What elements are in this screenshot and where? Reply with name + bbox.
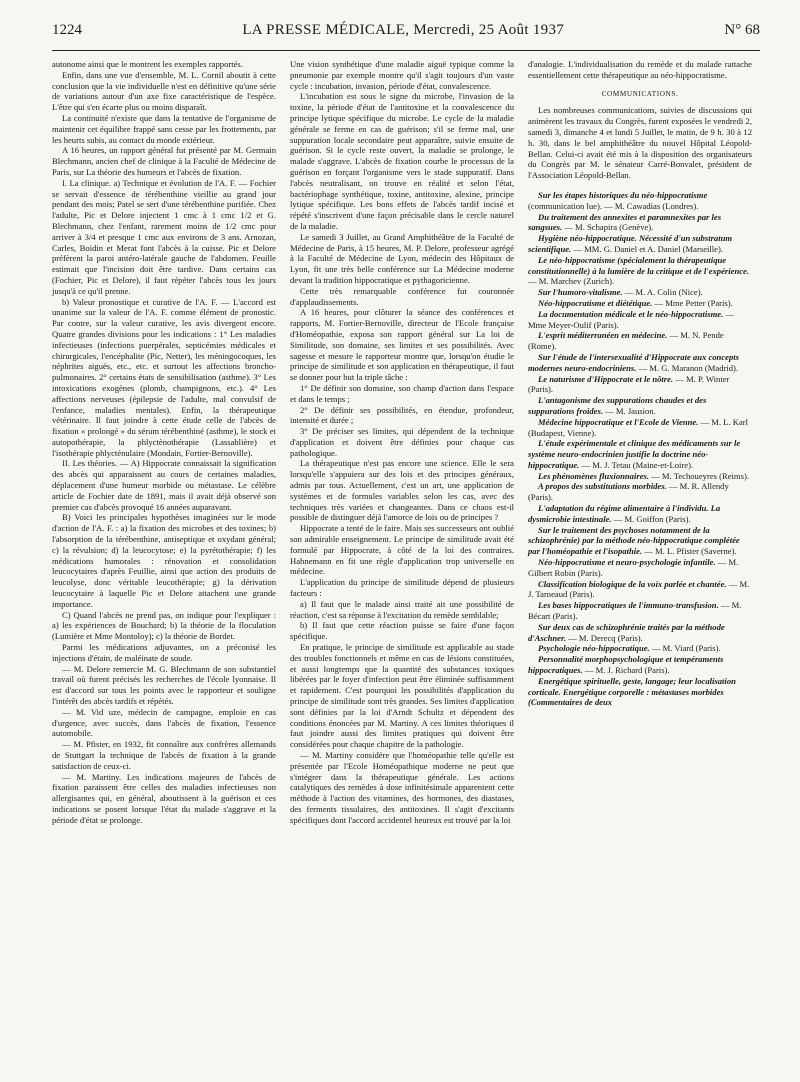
communication-title: Néo-hippocratisme et diététique.	[538, 297, 653, 308]
communication-item	[528, 233, 752, 255]
communication-item	[528, 330, 752, 352]
communication-author: — M. J. Richard (Paris).	[582, 665, 670, 676]
communication-item	[528, 503, 752, 525]
paragraph: a) Il faut que le malade ainsi traité ait une possibilité de réaction, c'est sa réponse à l'excitation du remède semblable;	[290, 598, 514, 620]
communication-item	[528, 374, 752, 396]
communication-title: Psychologie néo-hippocratique.	[538, 643, 650, 654]
communication-title: Sur l'humoro-vitalisme.	[538, 287, 623, 298]
section-text: Les nombreuses communications, suivies de discussions qui animèrent les travaux du Congrès, furent exposées le vendredi 2, samedi 3, dimanche 4 et lundi 5 Juillet, le matin, de 9 h. 30 à 12 h. 30, dans le bel amphithéâtre du nouvel Hôpital Léopold-Bellan. Celui-ci avait été mis à la disposition des organisateurs du Congrès par M. le sénateur Carré-Bonvalet, président de l'Association Léopold-Bellan.	[528, 105, 752, 181]
paragraph: Enfin, dans une vue d'ensemble, M. L. Cornil aboutit à cette conclusion que la vie individuelle n'est en définitive qu'une série de variations autour d'un axe fixe caractéristique de l'espèce. L'être qui s'en écarte plus ou moins disparaît.	[52, 69, 276, 113]
paragraph: L'incubation est sous le signe du microbe, l'invasion de la toxine, la période d'état de l'antitoxine et la convalescence du principe lytique spécifique du microbe. Le cycle de la maladie générale se ferme en cas de guérison; s'il se ferme mal, une suppuration locale secondaire peut apparaître, suivie ensuite de guérison. Si le cycle reste ouvert, la maladie se prolonge, le malade s'aggrave. L'abcès de fixation courbe le processus de la guérison en forçant l'organisme vers le stade suppuratif. Dans l'abcès neutralisant, on trouve en réalité et selon l'état, bactériophage synthétique, toxine, antitoxine, alexine, principe lytique spécifique. Les bons effets de l'abcès tardif incisé et répété s'inscrivent d'une façon précisable dans le cercle naturel de la maladie.	[290, 91, 514, 231]
communication-author: — M. Jausion.	[602, 405, 656, 416]
communication-author: — M. G. Maranon (Madrid).	[636, 362, 739, 373]
communication-title: Personnalité morphopsychologique et tempéraments hippocratiques.	[528, 654, 724, 676]
communication-item	[528, 212, 752, 234]
paragraph: A 16 heures, pour clôturer la séance des conférences et rapports, M. Fortier-Bernoville, directeur de l'Ecole française d'Homéopathie, exposa son rapport général sur La loi de Similitude, son domaine, ses limites et ses possibilités. Avec sagesse et mesure le rapporteur montre que, lorsqu'on étudie le principe de similitude et son application en thérapeutique, il faut se donner pour but la triple tâche :	[290, 307, 514, 383]
communication-item	[528, 600, 752, 622]
communication-title: Energétique spirituelle, geste, langage; leur localisation corticale. Energétique corporelle : métastases morbides (Commentaires de deux	[528, 675, 736, 708]
communication-author: — M. Techoueyres (Reims).	[649, 470, 749, 481]
communication-author: — M. Bécart (Paris).	[528, 600, 742, 622]
paragraph: — M. Martiny. Les indications majeures de l'abcès de fixation paraissent être celles des maladies infectieuses non allergisantes qui, en général, aboutissent à la guérison et ces indications se posent lorsque l'état du malade s'aggrave et la période d'état se prolonge.	[52, 771, 276, 825]
paragraph: — M. Pfister, en 1932, fit connaître aux confrères allemands de Stuttgart la technique de l'abcès de fixation à la grande satisfaction de ceux-ci.	[52, 739, 276, 771]
paragraph: — M. Martiny considère que l'homéopathie telle qu'elle est présentée par l'Ecole Homéopathique moderne ne peut que s'intégrer dans la thérapeutique générale. Les actions catalytiques des remèdes à dose infinitésimale apparentent cette méthode à l'action des vitamines, des hormones, des diastases, des ferments tissulaires, des antitoxines. Il s'agit d'excitants spécifiques dont l'accord accidentel heureux est trouvé par la loi	[290, 750, 514, 825]
communication-item	[528, 309, 752, 331]
paragraph: I. La clinique. a) Technique et évolution de l'A. F. — Fochier se servait d'essence de térébenthine vieillie au grand jour pendant des mois; Patel se sert d'une térébenthine purifiée. Chez l'adulte, Pic et Delore injectent 1 cmc à 1 cmc 1/2 et G. Blechmann, chez l'enfant, rarement moins de 1/2 cmc pour arriver à 3/4 et presque 1 cmc aux environs de 3 ans. Arnozan, Carles, Boidin et Merat font l'abcès à la cuisse. Pic et Delore préfèrent la paroi antéro-latérale gauche de l'abdomen. Feuille estimait que l'incision doit être tardive. Dans certains cas (Fochier, Pic et Delore), il faut répéter l'abcès tous les jours jusqu'à ce qu'il prenne.	[52, 177, 276, 296]
communication-author: — M. Goiffon (Paris).	[611, 513, 691, 524]
communication-author: — M. P. Winter (Paris).	[528, 373, 730, 395]
communication-title: Classification biologique de la voix parlée et chantée.	[538, 578, 727, 589]
communication-item	[528, 298, 752, 309]
paragraph: En pratique, le principe de similitude est applicable au stade des troubles fonctionnels et même en cas de lésions constituées, et aussi longtemps que la quantité des substances toxiques libérées par le foyer d'infection peut être éliminée suffisamment et rapidement. C'est pourquoi les possibilités d'application du principe de similitude sont très grandes. Ses limites d'application sont définies par la loi d'Arndt Schultz et dépendent des conditions énoncées par M. Martiny. A ces limites théoriques il faut joindre aussi des limites pratiques qui doivent être considérées pour chaque chapitre de la pathologie.	[290, 642, 514, 750]
communication-author: — MM. G. Daniel et A. Daniel (Marseille).	[571, 243, 724, 254]
communication-author: — M. L. Karl (Budapest, Vienne).	[528, 416, 749, 438]
communication-item	[528, 395, 752, 417]
communication-title: Sur les étapes historiques du néo-hippocratisme	[538, 189, 708, 200]
communication-author: — M. N. Pende (Rome).	[528, 330, 724, 352]
communication-item	[528, 622, 752, 644]
paragraph: L'application du principe de similitude dépend de plusieurs facteurs :	[290, 577, 514, 599]
communication-item	[528, 481, 752, 503]
communication-title: Du traitement des annexites et paramnexites par les sangsues.	[528, 211, 722, 233]
communication-title: Médecine hippocratique et l'Ecole de Vienne.	[538, 416, 699, 427]
paragraph: Hippocrate a tenté de le faire. Mais ses successeurs ont oublié son admirable enseignement. Le principe de similitude avait été formulé par Hippocrate, à côté de la loi des contraires. Hahnemann en fit une règle d'application trop universelle en médecine.	[290, 523, 514, 577]
communication-item	[528, 417, 752, 439]
paragraph: B) Voici les principales hypothèses imaginées sur le mode d'action de l'A. F. : a) la fixation des microbes et des toxines; b) l'absorption de la térébenthine, antiseptique et oxydant général; c) la révulsion; d) la leucocytose; e) la pyrétothérapie; f) les médications humorales : rénovation et consolidation leucocytaires d'après Feuillie, ainsi que action des produits de leucolyse, donc véritable leucothérapie; g) la dérivation leucocytaire à laquelle Pic et Delore attachent une grande importance.	[52, 512, 276, 609]
communication-item	[528, 287, 752, 298]
column-2	[290, 59, 514, 826]
communication-title: L'esprit méditerranéen en médecine.	[538, 330, 668, 341]
communication-title: Les bases hippocratiques de l'immuno-transfusion.	[538, 600, 719, 611]
communication-item	[528, 190, 752, 212]
paragraph: Une vision synthétique d'une maladie aiguë typique comme la pneumonie par exemple montre qu'il s'agit toujours d'un vaste cycle : incubation, invasion, période d'état, convalescence.	[290, 59, 514, 91]
communication-title: Hygiène néo-hippocratique. Nécessité d'un substratum scientifique.	[528, 233, 733, 254]
communication-title: Sur l'étude de l'intersexualité d'Hippocrate aux concepts modernes neuro-endocriniens.	[528, 351, 739, 373]
communication-author: (communication lue). — M. Cawadias (Londres).	[528, 200, 699, 211]
communication-author: — M. Derecq (Paris).	[565, 632, 643, 643]
communication-title: Le naturisme d'Hippocrate et le nôtre.	[538, 373, 674, 384]
communication-title: L'antagonisme des suppurations chaudes et des suppurations froides.	[528, 395, 707, 416]
communication-author: — M. J. Tetau (Maine-et-Loire).	[579, 459, 694, 470]
communication-author: — Mme Petter (Paris).	[652, 297, 733, 308]
article-columns	[52, 59, 760, 826]
communication-title: Néo-hippocratisme et neuro-psychologie infantile.	[538, 557, 716, 568]
communication-item	[528, 471, 752, 482]
paragraph: La continuité n'existe que dans la tentative de l'organisme de maintenir cet équilibre frappé sans cesse par les frottements, par les heurts subis, au contact du monde extérieur.	[52, 112, 276, 145]
communication-title: A propos des substitutions morbides.	[538, 481, 667, 492]
page-header	[52, 22, 760, 46]
paragraph: — M. Vid uze, médecin de campagne, emploie en cas d'urgence, avec succès, dans l'abcès de fixation, l'essence automobile.	[52, 706, 276, 739]
communication-item	[528, 525, 752, 557]
paragraph: II. Les théories. — A) Hippocrate connaissait la signification des abcès qui apparaissent au cours de certaines maladies, déplacement d'une humeur morbide ou métastase. Le célèbre article de Fochier date de 1891, mais il avait déjà observé son premier cas d'abcès provoqué 16 années auparavant.	[52, 458, 276, 512]
column-3	[528, 59, 752, 826]
communication-author: — Mme Meyer-Oulif (Paris).	[528, 308, 734, 330]
communication-title: Les phénomènes fluxionnaires.	[538, 470, 650, 481]
communication-author: — M. Schapira (Genève).	[562, 222, 654, 233]
column-1	[52, 59, 276, 826]
paragraph: b) Il faut que cette réaction puisse se faire d'une façon spécifique.	[290, 620, 514, 642]
paragraph: C) Quand l'abcès ne prend pas, on indique pour l'expliquer : a) les expériences de Bouchard; b) la théorie de la floculation (Lumière et Mme Montoloy); c) la théorie de Bordet.	[52, 609, 276, 642]
paragraph: Cette très remarquable conférence fut couronnée d'applaudissements.	[290, 285, 514, 307]
paragraph: b) Valeur pronostique et curative de l'A. F. — L'accord est unanime sur la valeur de l'A. F. comme élément de pronostic. Par contre, sur la valeur curative, les avis divergent encore. Quatre grandes divisions pour les indications : 1° Les maladies infectieuses (infections puerpérales, septicémies médicales et chirurgicales, l'encéphalite (Pic, Netter), les méningocoques, les néphrites aiguës, etc., etc. et surtout les affections broncho-pulmonaires. 2° certains états de sensibilisation (asthme). 3° Les intoxications exogènes (plomb, champignons, etc.). 4° Les affections nerveuses (épilepsie de l'adulte, mal convulsif de l'enfance, maladies mentales). Enfin, la thérapeutique vétérinaire. Il faut joindre à cette étude celle de l'abcès de fixation « prolongé » du sérum térébenthiné (asthme), le stock et autopothérapie, la phlyctènothérapie (Lassablière) et l'isothérapie phlycténulaire (Mondain, Fortier-Bernoville).	[52, 296, 276, 458]
communication-author: — M. A. Colin (Nice).	[622, 287, 703, 298]
journal-title: LA PRESSE MÉDICALE, Mercredi, 25 Août 1937	[242, 22, 565, 38]
paragraph: A 16 heures, un rapport général fut présenté par M. Germain Blechmann, ancien chef de clinique à la Faculté de Médecine de Paris, sur La théorie des humeurs et l'abcès de fixation.	[52, 145, 276, 177]
communication-item	[528, 654, 752, 676]
paragraph: Le samedi 3 Juillet, au Grand Amphithéâtre de la Faculté de Médecine de Paris, à 15 heures, M. P. Delore, professeur agrégé à la Faculté de Médecine de Lyon, médecin des Hôpitaux de Lyon, fit une très belle conférence sur La Médecine moderne devant la tradition hippocratique et pythagoricienne.	[290, 231, 514, 285]
paragraph: 3° De préciser ses limites, qui dépendent de la technique d'application et doivent être définies pour chaque cas pathologique.	[290, 426, 514, 458]
communications-list	[528, 190, 752, 708]
issue-number: N° 68	[724, 22, 760, 38]
communication-item	[528, 352, 752, 374]
header-rule	[52, 50, 760, 51]
communication-author: — M. Viard (Paris).	[649, 643, 721, 654]
communication-item	[528, 643, 752, 654]
communication-title: Sur le traitement des psychoses notamment de la schizophrénie) par la méthode néo-hippocratique complétée par l'homéopathie et l'isopathie.	[528, 524, 740, 557]
paragraph: La thérapeutique n'est pas encore une science. Elle le sera lorsqu'elle s'appuiera sur des lois et des principes généraux, admis par tous. Actuellement, c'est un art, une application de systèmes et de formules variables selon les cas, avec des techniques très variées et changeantes. Dans ce chaos est-il possible de distinguer déjà l'amorce de lois ou de principes ?	[290, 458, 514, 523]
communication-title: L'adaptation du régime alimentaire à l'individu. La dysmicrobie intestinale.	[528, 503, 721, 524]
paragraph: autonome ainsi que le montrent les exemples rapportés.	[52, 59, 243, 69]
communication-author: — M. J. Tarneaud (Paris).	[528, 578, 750, 600]
section-title: COMMUNICATIONS.	[601, 89, 679, 98]
communication-author: — M. R. Allendy (Paris).	[528, 481, 729, 503]
communication-title: Le néo-hippocratisme (spécialement la thérapeutique constitutionnelle) à la lumière de la critique et de l'expérience.	[528, 254, 750, 276]
communication-item	[528, 676, 752, 708]
communication-item	[528, 255, 752, 287]
communication-title: Sur deux cas de schizophrénie traités par la méthode d'Aschner.	[528, 621, 725, 643]
communication-title: La documentation médicale et le néo-hippocratisme.	[538, 308, 724, 319]
paragraph: — M. Delore remercie M. G. Blechmann de son substantiel travail où furent précisés les recherches de l'école lyonnaise. Il est d'accord sur tous les points avec le rapporteur et souligne l'intérêt des abcès tardifs et répétés.	[52, 663, 276, 707]
page-number: 1224	[52, 22, 82, 38]
communication-author: — M. L. Pfister (Saverne).	[642, 546, 737, 557]
col3-intro: d'analogie. L'individualisation du remède et du malade rattache essentiellement cette thérapeutique au néo-hippocratisme.	[528, 59, 752, 80]
paragraph: 2° De définir ses possibilités, en étendue, profondeur, intensité et durée ;	[290, 404, 514, 426]
communication-item	[528, 438, 752, 470]
communication-item	[528, 557, 752, 579]
communication-author: — M. Marchev (Zurich).	[528, 276, 615, 287]
communication-item	[528, 579, 752, 601]
communication-author: — M. Gilbert Robin (Paris).	[528, 557, 739, 578]
communication-title: L'étude expérimentale et clinique des médicaments sur le système neuro-endocrinien justifie la doctrine néo-hippocratique.	[528, 438, 741, 470]
paragraph: Parmi les médications adjuvantes, on a préconisé les injections d'étain, de maléinate de soude.	[52, 642, 276, 663]
paragraph: 1° De définir son domaine, son champ d'action dans l'espace et dans le temps ;	[290, 382, 514, 404]
